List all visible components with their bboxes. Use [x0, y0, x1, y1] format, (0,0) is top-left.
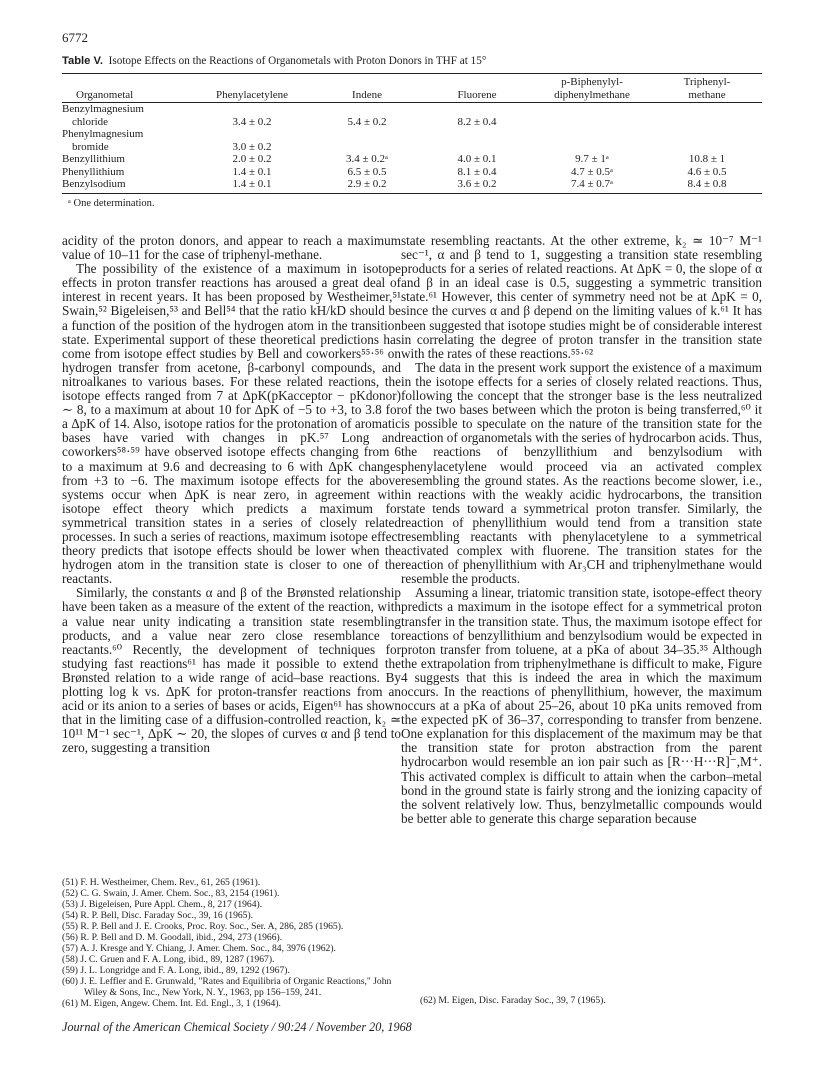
table-cell: chloride — [72, 115, 109, 128]
table-cell: Benzylmagnesium — [62, 103, 144, 115]
reference: (55) R. P. Bell and J. E. Crooks, Proc. Roy. Soc., Ser. A, 286, 285 (1965). — [62, 921, 344, 932]
table-cell — [192, 103, 312, 116]
table-cell: 2.0 ± 0.2 — [232, 153, 272, 165]
table-cell — [312, 103, 422, 116]
table-cell: 5.4 ± 0.2 — [347, 115, 387, 128]
table-row — [62, 141, 762, 154]
table-cell — [192, 128, 312, 141]
table-cell: 1.4 ± 0.1 — [232, 165, 272, 178]
right-column — [401, 234, 762, 826]
table-header: Fluorene — [422, 74, 532, 103]
table-cell — [422, 141, 532, 154]
paragraph: state resembling reactants. At the other extreme, k₂ ≃ 10⁻⁷ M⁻¹ sec⁻¹, α and β tend to 1, suggesting a transition state resembling products for a series of related reactions. At ΔpK = 0, the slope of α and β in an ideal case is 0.5, suggesting a symmetric transition state.⁶¹ However, this center of symmetry need not be at ΔpK = 0, since the curves α and β depend on the limiting values of k.⁶¹ It has been suggested that isotope studies might be of considerable interest in correlating the degree of proton transfer in the transition state with the rates of these reactions.⁵⁵·⁶² — [401, 233, 762, 361]
table-cell — [312, 141, 422, 154]
table-cell: 3.4 ± 0.2ᵃ — [345, 153, 389, 165]
table-cell: 7.4 ± 0.7ᵃ — [532, 178, 652, 193]
table-cell: 10.8 ± 1 — [688, 153, 726, 165]
paragraph: The possibility of the existence of a maximum in isotope effects in proton transfer reactions has aroused a great deal of interest in recent years. It has been proposed by Westheimer,⁵¹ Swain,⁵² Bigeleisen,⁵³ and Bell⁵⁴ that the ratio kH/kD should be a function of the position of the hydrogen atom in the transition state. Experimental support of these theoretical predictions has come from isotope effect studies by Bell and coworkers⁵⁵·⁵⁶ on hydrogen transfer from acetone, β-carbonyl compounds, and nitroalkanes to various bases. For these related reactions, the isotope effects ranged from 7 at ΔpK(pKacceptor − pKdonor) ∼ 8, to a maximum at about 10 for ΔpK of −5 to +3, to 3.8 for a ΔpK of 14. Also, isotope ratios for the protonation of aromatic bases have varied with changes in pK.⁵⁷ Long and coworkers⁵⁸·⁵⁹ have observed isotope effects changing from 6 to a maximum at 9.6 and decreasing to 6 with ΔpK changes from +3 to −6. The maximum isotope effects for the above systems occur when ΔpK is near zero, in agreement with isotope effect theory which predicts a maximum for symmetrical transition states in a series of closely related processes. In such a series of reactions, maximum isotope effect theory predicts that isotope effects should be lower when the hydrogen atom in the transition state is closer to one of the reactants. — [62, 261, 401, 587]
table-header: Phenylacetylene — [192, 74, 312, 103]
left-references — [62, 877, 401, 1009]
table-row — [62, 166, 762, 179]
table-cell: 3.6 ± 0.2 — [422, 178, 532, 193]
paragraph: Similarly, the constants α and β of the Brønsted relationship have been taken as a measure of the extent of the reaction, with a value near unity indicating a transition state resembling products, and a value near zero close resemblance to reactants.⁶⁰ Recently, the development of techniques for studying fast reactions⁶¹ has made it possible to extend the Brønsted relation to a wide range of acid–base reactions. By plotting log k vs. ΔpK for proton-transfer reactions from an acid or its anion to a series of bases or acids, Eigen⁶¹ has shown that in the limiting case of a diffusion-controlled reaction, k₂ ≃ 10¹¹ M⁻¹ sec⁻¹, ΔpK ∼ 20, the slopes of curves α and β tend to zero, suggesting a transition — [62, 585, 401, 756]
reference: (59) J. L. Longridge and F. A. Long, ibid., 89, 1292 (1967). — [62, 965, 290, 976]
table-cell: 8.2 ± 0.4 — [457, 115, 497, 128]
table-cell: 4.0 ± 0.1 — [457, 153, 497, 165]
right-reference: (62) M. Eigen, Disc. Faraday Soc., 39, 7 (1965). — [420, 995, 606, 1006]
table-cell — [652, 116, 762, 129]
table-cell: bromide — [72, 140, 109, 153]
paragraph: acidity of the proton donors, and appear to reach a maximum value of 10–11 for the case of triphenyl-methane. — [62, 233, 401, 263]
table-cell — [652, 128, 762, 141]
table-row — [62, 103, 762, 116]
table-cell — [532, 128, 652, 141]
paragraph: Assuming a linear, triatomic transition state, isotope-effect theory predicts a maximum in the isotope effect for a symmetrical proton transfer in the transition state. Thus, the maximum isotope effect for reactions of benzyllithium and benzylsodium would be expected in proton transfer from toluene, at a pKa of about 34–35.³⁵ Although the extrapolation from triphenylmethane is difficult to make, Figure 4 suggests that this is indeed the area in which the maximum occurs. In the reactions of phenyllithium, however, the maximum occurs at a pKa of about 25–26, about 10 pKa units removed from the expected pK of 36–37, corresponding to transfer from benzene. One explanation for this displacement of the maximum may be that the transition state for proton abstraction from the parent hydrocarbon would resemble an ion pair such as [R···H···R]⁻,M⁺. This activated complex is difficult to attain when the carbon–metal bond in the ground state is fairly strong and the ionizing capacity of the solvent relatively low. Thus, benzylmetallic compounds would be better able to generate this charge separation because — [401, 585, 762, 826]
table-cell: 3.4 ± 0.2 — [232, 115, 272, 128]
table-footnote: ᵃ One determination. — [68, 198, 155, 209]
table-cell: 6.5 ± 0.5 — [347, 165, 387, 178]
journal-footer: Journal of the American Chemical Society / 90:24 / November 20, 1968 — [62, 1020, 412, 1034]
table-header: p-Biphenylyl- diphenylmethane — [532, 74, 652, 103]
reference: (51) F. H. Westheimer, Chem. Rev., 61, 265 (1961). — [62, 877, 261, 888]
table-header: Organometal — [62, 74, 192, 103]
page-number: 6772 — [62, 30, 88, 45]
table-cell — [532, 103, 652, 116]
table-header: Indene — [312, 74, 422, 103]
left-column — [62, 234, 401, 755]
table-cell — [422, 103, 532, 116]
table-caption-label: Table V. — [62, 55, 104, 67]
table-caption — [62, 55, 762, 67]
reference: (52) C. G. Swain, J. Amer. Chem. Soc., 83, 2154 (1961). — [62, 888, 280, 899]
reference: (54) R. P. Bell, Disc. Faraday Soc., 39, 16 (1965). — [62, 910, 254, 921]
table-cell — [652, 103, 762, 116]
reference: (56) R. P. Bell and D. M. Goodall, ibid., 294, 273 (1966). — [62, 932, 283, 943]
table-cell — [312, 128, 422, 141]
table-caption-text: Isotope Effects on the Reactions of Organometals with Proton Donors in THF at 15° — [108, 55, 487, 67]
table-cell: 3.0 ± 0.2 — [232, 140, 272, 153]
table-row — [62, 178, 762, 193]
table-cell: 8.4 ± 0.8 — [652, 178, 762, 193]
table-cell: 4.6 ± 0.5 — [687, 165, 727, 178]
table-row — [62, 128, 762, 141]
reference: (57) A. J. Kresge and Y. Chiang, J. Amer. Chem. Soc., 84, 3976 (1962). — [62, 943, 336, 954]
reference: (60) J. E. Leffler and E. Grunwald, "Rates and Equilibria of Organic Reactions," John Wiley & Sons, Inc., New York, N. Y., 1963, pp 156–159, 241. — [62, 976, 392, 998]
isotope-effects-table — [62, 73, 762, 194]
table-cell: 4.7 ± 0.5ᵃ — [570, 165, 614, 178]
table-cell: Phenyllithium — [62, 165, 125, 178]
table-cell — [422, 128, 532, 141]
table-cell: 9.7 ± 1ᵃ — [575, 153, 609, 165]
table-cell — [532, 141, 652, 154]
table-cell: Benzyllithium — [62, 153, 125, 165]
reference: (58) J. C. Gruen and F. A. Long, ibid., 89, 1287 (1967). — [62, 954, 275, 965]
table-cell: Phenylmagnesium — [62, 128, 144, 140]
table-cell — [532, 116, 652, 129]
table-cell: Benzylsodium — [62, 178, 192, 193]
table-row — [62, 153, 762, 166]
table-header: Triphenyl- methane — [652, 74, 762, 103]
paragraph: The data in the present work support the existence of a maximum in the isotope effects for a series of closely related reactions. Thus, following the concept that the stronger base is the less neutralized of the two bases between which the proton is being transferred,⁶⁰ it is possible to speculate on the nature of the transition state for the reaction of organometals with the series of hydrocarbon acids. Thus, the reactions of benzyllithium and benzylsodium with phenylacetylene would proceed via an activated complex resembling the ground states. As the reactions become slower, i.e., in reactions with the weakly acidic hydrocarbons, the transition state tends toward a symmetrical proton transfer. Similarly, the reaction of phenyllithium would tend from a transition state resembling reactants with phenylacetylene to a symmetrical activated complex with fluorene. The transition states for the reaction of phenyllithium with Ar₃CH and triphenylmethane would resemble the products. — [401, 359, 762, 587]
reference: (61) M. Eigen, Angew. Chem. Int. Ed. Engl., 3, 1 (1964). — [62, 998, 281, 1009]
table-row — [62, 116, 762, 129]
table-cell — [652, 141, 762, 154]
table-cell: 8.1 ± 0.4 — [457, 165, 497, 178]
table-cell: 2.9 ± 0.2 — [312, 178, 422, 193]
table-cell: 1.4 ± 0.1 — [192, 178, 312, 193]
reference: (53) J. Bigeleisen, Pure Appl. Chem., 8, 217 (1964). — [62, 899, 263, 910]
